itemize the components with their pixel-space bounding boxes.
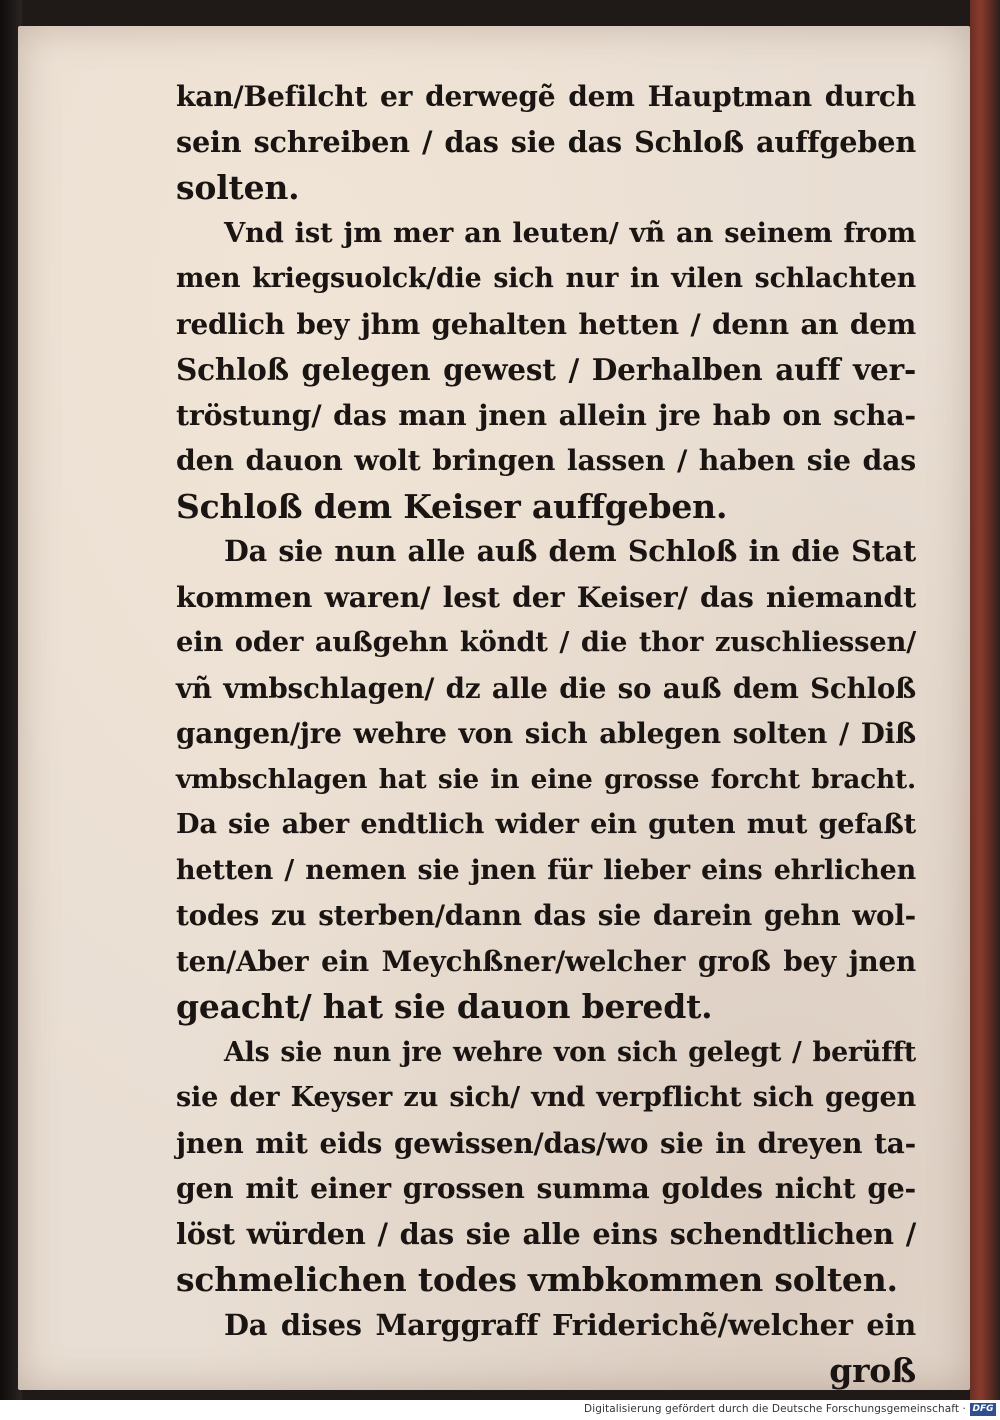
text-line: Schloß dem Keiser auffgeben. (176, 486, 728, 526)
text-line: men kriegsuolck/die sich nur in vilen schlachten (176, 263, 916, 294)
text-line: sie der Keyser zu sich/ vnd verpflicht sich gegen (176, 1082, 916, 1113)
text-line: tröstung/ das man jnen allein jre hab on scha- (176, 397, 916, 432)
page-text-block (176, 74, 916, 1394)
text-line: den dauon wolt bringen lassen / haben sie das (176, 443, 916, 477)
text-line: Als sie nun jre wehre von sich gelegt / berüfft (224, 1036, 916, 1068)
catchword: groß (829, 1351, 916, 1390)
book-binding-edge (970, 0, 1000, 1400)
text-line: Da dises Marggraff Friderichẽ/welcher ein (224, 1307, 916, 1342)
text-line: kan/Befilcht er derwegẽ dem Hauptman durch (176, 80, 916, 113)
text-line: todes zu sterben/dann das sie darein gehn wol- (176, 899, 916, 932)
text-line: löst würden / das sie alle eins schendtlichen / (176, 1216, 916, 1251)
text-line: geacht/ hat sie dauon beredt. (176, 987, 713, 1026)
text-line: gen mit einer grossen summa goldes nicht ge- (176, 1172, 916, 1205)
text-line: sein schreiben / das sie das Schloß auffgeben (176, 124, 916, 159)
book-page (18, 26, 970, 1390)
dfg-logo-icon: DFG (970, 1403, 996, 1416)
text-line: hetten / nemen sie jnen für lieber eins ehrlichen (176, 854, 916, 886)
text-line: ein oder außgehn köndt / die thor zuschliessen/ (176, 626, 916, 658)
text-line: ten/Aber ein Meychßner/welcher groß bey jnen (176, 944, 916, 978)
text-line: vmbschlagen hat sie in eine grosse forcht bracht. (176, 763, 916, 795)
footer-credit-text: Digitalisierung gefördert durch die Deutsche Forschungsgemeinschaft · (584, 1403, 966, 1415)
text-line: vñ vmbschlagen/ dz alle die so auß dem Schloß (176, 671, 916, 705)
text-line: schmelichen todes vmbkommen solten. (176, 1260, 898, 1299)
text-line: Da sie aber endtlich wider ein guten mut gefaßt (176, 808, 916, 840)
text-line: redlich bey jhm gehalten hetten / denn an dem (176, 307, 916, 341)
text-line: kommen waren/ lest der Keiser/ das niemandt (176, 579, 916, 614)
text-line: solten. (176, 168, 300, 207)
text-line: jnen mit eids gewissen/das/wo sie in dreyen ta- (176, 1126, 916, 1160)
text-line: Da sie nun alle auß dem Schloß in die Stat (224, 534, 916, 568)
footer-bar (0, 1400, 1000, 1420)
text-line: gangen/jre wehre von sich ablegen solten / Diß (176, 717, 916, 750)
text-line: Schloß gelegen gewest / Derhalben auff ver- (176, 352, 916, 387)
text-line: Vnd ist jm mer an leuten/ vñ an seinem from (224, 216, 916, 249)
